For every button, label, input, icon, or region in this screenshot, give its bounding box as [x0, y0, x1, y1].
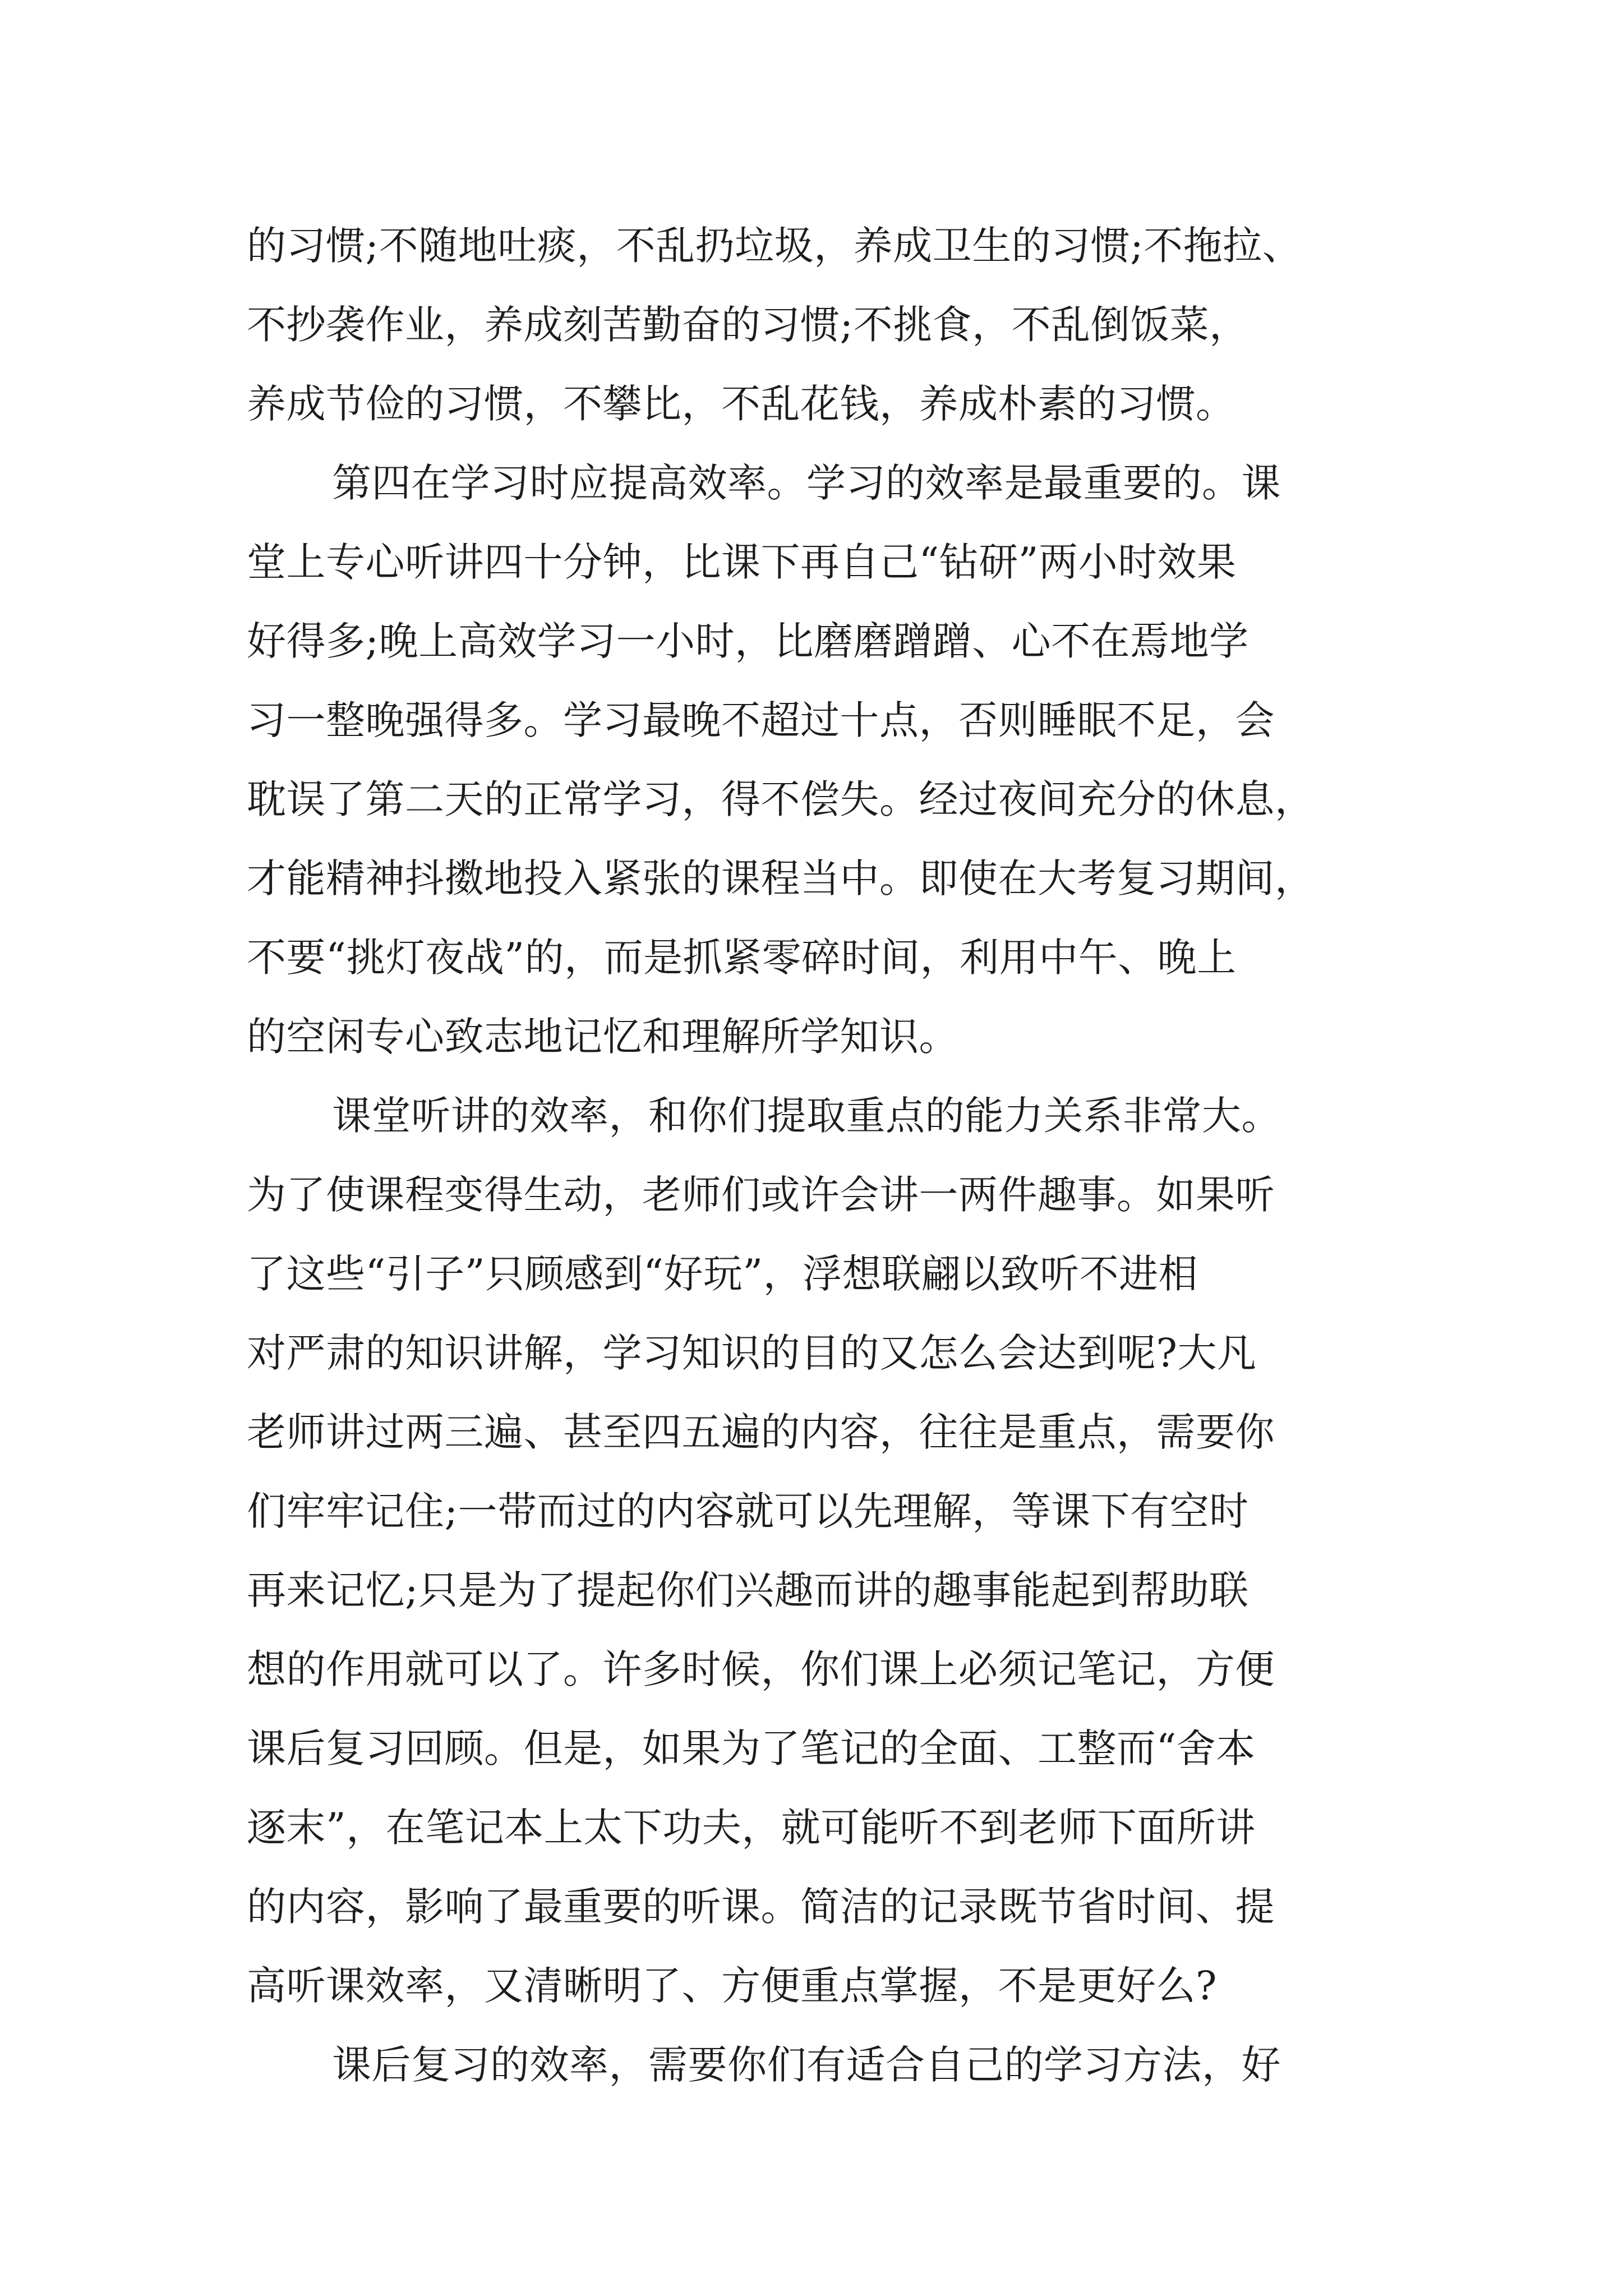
text-line: 不要“挑灯夜战”的，而是抓紧零碎时间，利用中午、晚上 — [247, 935, 1237, 981]
text-line: 的习惯;不随地吐痰，不乱扔垃圾，养成卫生的习惯;不拖拉、 — [247, 223, 1302, 269]
text-line: 再来记忆;只是为了提起你们兴趣而讲的趣事能起到帮助联 — [247, 1567, 1249, 1613]
text-line: 对严肃的知识讲解，学习知识的目的又怎么会达到呢?大凡 — [247, 1330, 1257, 1376]
text-line: 养成节俭的习惯，不攀比，不乱花钱，养成朴素的习惯。 — [247, 381, 1235, 427]
text-line: 习一整晚强得多。学习最晚不超过十点，否则睡眠不足，会 — [247, 697, 1275, 743]
text-line: 堂上专心听讲四十分钟，比课下再自己“钻研”两小时效果 — [247, 539, 1237, 585]
text-line: 才能精神抖擞地投入紧张的课程当中。即使在大考复习期间， — [247, 855, 1315, 901]
text-line: 们牢牢记住;一带而过的内容就可以先理解，等课下有空时 — [247, 1488, 1249, 1534]
text-line: 课后复习回顾。但是，如果为了笔记的全面、工整而“舍本 — [247, 1726, 1256, 1772]
text-line: 高听课效率，又清晰明了、方便重点掌握，不是更好么? — [247, 1963, 1218, 2009]
paragraph-first-line: 第四在学习时应提高效率。学习的效率是最重要的。课 — [332, 460, 1281, 506]
body-text — [247, 206, 1391, 2105]
text-line: 耽误了第二天的正常学习，得不偿失。经过夜间充分的休息， — [247, 776, 1315, 822]
text-line: 老师讲过两三遍、甚至四五遍的内容，往往是重点，需要你 — [247, 1409, 1275, 1455]
paragraph-first-line: 课后复习的效率，需要你们有适合自己的学习方法，好 — [332, 2042, 1281, 2088]
paragraph-first-line: 课堂听讲的效率，和你们提取重点的能力关系非常大。 — [332, 1093, 1281, 1139]
text-line: 想的作用就可以了。许多时候，你们课上必须记笔记，方便 — [247, 1646, 1275, 1692]
text-line: 了这些“引子”只顾感到“好玩”，浮想联翩以致听不进相 — [247, 1251, 1198, 1297]
text-line: 好得多;晚上高效学习一小时，比磨磨蹭蹭、心不在焉地学 — [247, 618, 1249, 664]
text-line: 的内容，影响了最重要的听课。简洁的记录既节省时间、提 — [247, 1884, 1275, 1930]
text-line: 为了使课程变得生动，老师们或许会讲一两件趣事。如果听 — [247, 1172, 1275, 1218]
text-line: 的空闲专心致志地记忆和理解所学知识。 — [247, 1014, 958, 1060]
text-line: 不抄袭作业，养成刻苦勤奋的习惯;不挑食，不乱倒饭菜， — [247, 302, 1249, 348]
text-line: 逐末”，在笔记本上太下功夫，就可能听不到老师下面所讲 — [247, 1805, 1256, 1851]
